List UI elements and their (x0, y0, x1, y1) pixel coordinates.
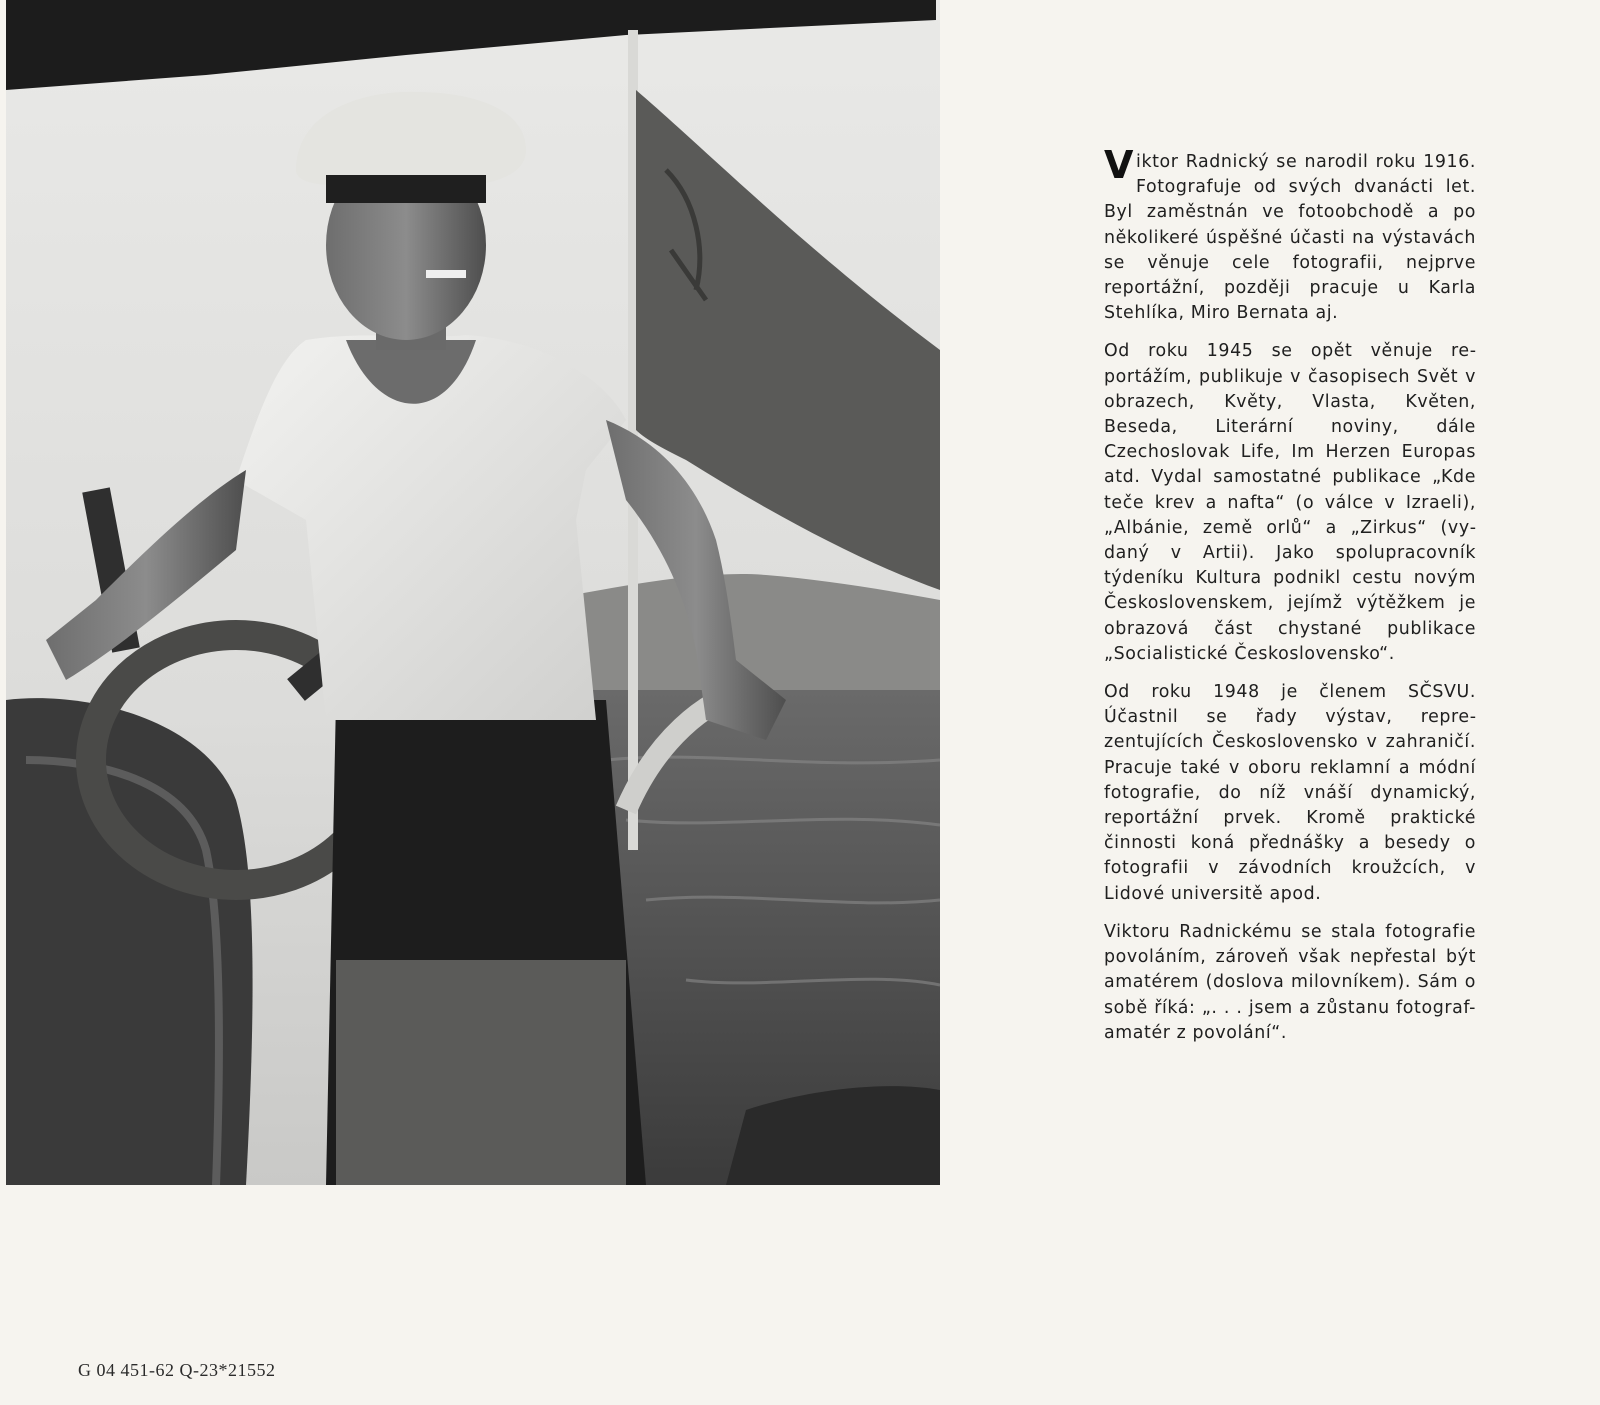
print-imprint-code: G 04 451-62 Q-23*21552 (78, 1360, 276, 1380)
drop-cap: V (1104, 143, 1135, 187)
portrait-photograph (6, 0, 940, 1185)
bio-paragraph-4: Viktoru Radnickému se stala fotografie povoláním, zároveň však nepřestal být amatérem (doslova milovníkem). Sám o sobě říká: „. . . jsem a zůstanu fotograf-amatér z povolání“. (1104, 921, 1476, 1043)
bio-paragraph-3: Od roku 1948 je členem SČSVU. Účastnil se řady výstav, reprezentujících Československo v zahraničí. Pracuje také v oboru reklamní a módní fotografie, do níž vnáší dynamický, reportážní prvek. Kromě praktické činnosti koná přednášky a besedy o fotografii v závodních kroužcích, v Lidové universitě apod. (1104, 682, 1476, 904)
biography-text (1104, 143, 1476, 1059)
deck (336, 960, 626, 1185)
bio-paragraph-1 (1104, 143, 1476, 326)
bio-paragraph-1-text: iktor Radnický se narodil roku 1916. Fotografuje od svých dvanácti let. Byl zaměstnán ve fotoobchodě a po několikeré úspěšné účasti na výstavách se věnuje cele fotografii, nejprve reportážní, později pracuje u Karla Stehlíka, Miro Bernata aj. (1104, 152, 1476, 324)
bio-paragraph-2: Od roku 1945 se opět věnuje reportážím, publikuje v časopisech Svět v obrazech, Květy, Vlasta, Květen, Beseda, Literární noviny, dále Czechoslovak Life, Im Herzen Europas atd. Vydal samostatné publikace „Kde teče krev a nafta“ (o válce v Izraeli), „Albánie, země orlů“ a „Zirkus“ (vydaný v Artii). Jako spolupracovník týdeníku Kultura podnikl cestu novým Československem, jejímž výtěžkem je obrazová část chystané publikace „Socialistické Československo“. (1104, 341, 1476, 664)
cigarette (426, 270, 466, 278)
